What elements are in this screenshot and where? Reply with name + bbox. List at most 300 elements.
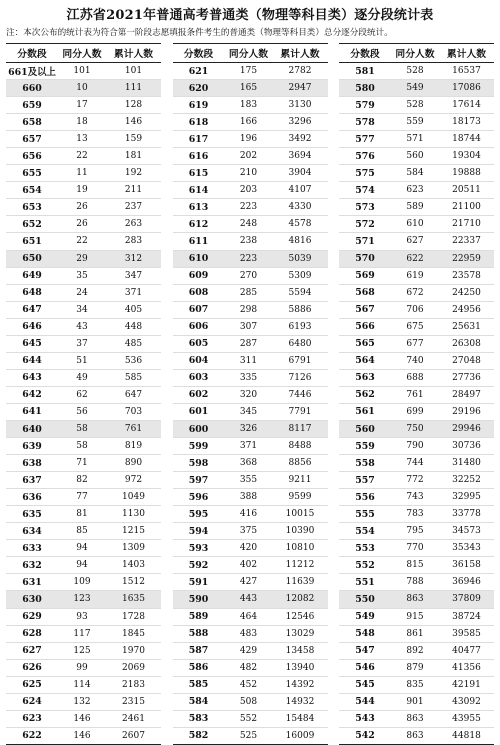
same-count-cell: 795 [391,523,439,540]
cumulative-cell: 30736 [439,438,494,455]
score-cell: 645 [6,335,58,352]
cumulative-cell: 371 [106,284,161,301]
table-row [173,523,328,540]
score-cell: 615 [173,165,225,182]
same-count-cell: 34 [58,301,106,318]
table-row [6,403,161,420]
table-header-row [6,44,161,63]
cumulative-cell: 29946 [439,420,494,437]
same-count-cell: 18 [58,114,106,131]
table-row [339,676,494,693]
score-cell: 658 [6,114,58,131]
table-row [173,284,328,301]
cumulative-cell: 19304 [439,148,494,165]
header-score: 分数段 [339,44,391,63]
same-count-cell: 335 [225,369,273,386]
cumulative-cell: 17614 [439,97,494,114]
header-score: 分数段 [6,44,58,63]
same-count-cell: 81 [58,506,106,523]
score-cell: 607 [173,301,225,318]
same-count-cell: 552 [225,710,273,727]
table-row [6,489,161,506]
same-count-cell: 627 [391,233,439,250]
same-count-cell: 879 [391,659,439,676]
cumulative-cell: 585 [106,369,161,386]
cumulative-cell: 283 [106,233,161,250]
score-cell: 601 [173,403,225,420]
table-row [339,386,494,403]
score-cell: 613 [173,199,225,216]
table-row [339,301,494,318]
table-row [339,114,494,131]
same-count-cell: 835 [391,676,439,693]
score-cell: 591 [173,574,225,591]
same-count-cell: 549 [391,80,439,97]
score-cell: 565 [339,335,391,352]
score-cell: 620 [173,80,225,97]
same-count-cell: 623 [391,182,439,199]
same-count-cell: 345 [225,403,273,420]
score-cell: 636 [6,489,58,506]
table-row [6,608,161,625]
table-row [339,199,494,216]
same-count-cell: 508 [225,693,273,710]
same-count-cell: 285 [225,284,273,301]
cumulative-cell: 36158 [439,557,494,574]
table-row [6,420,161,437]
same-count-cell: 863 [391,710,439,727]
cumulative-cell: 4578 [273,216,328,233]
same-count-cell: 528 [391,63,439,80]
table-row [339,131,494,148]
same-count-cell: 761 [391,386,439,403]
score-cell: 593 [173,540,225,557]
cumulative-cell: 27736 [439,369,494,386]
table-row [6,80,161,97]
cumulative-cell: 6791 [273,352,328,369]
score-cell: 609 [173,267,225,284]
same-count-cell: 706 [391,301,439,318]
table-row [339,369,494,386]
table-row [173,216,328,233]
cumulative-cell: 16009 [273,727,328,744]
table-row [6,523,161,540]
same-count-cell: 743 [391,489,439,506]
header-cumulative: 累计人数 [273,44,328,63]
table-row [339,608,494,625]
cumulative-cell: 32252 [439,472,494,489]
score-cell: 553 [339,540,391,557]
same-count-cell: 371 [225,438,273,455]
same-count-cell: 29 [58,250,106,267]
table-row [173,352,328,369]
same-count-cell: 71 [58,455,106,472]
same-count-cell: 750 [391,420,439,437]
score-cell: 563 [339,369,391,386]
same-count-cell: 416 [225,506,273,523]
cumulative-cell: 24250 [439,284,494,301]
cumulative-cell: 3694 [273,148,328,165]
cumulative-cell: 128 [106,97,161,114]
cumulative-cell: 26308 [439,335,494,352]
score-cell: 656 [6,148,58,165]
same-count-cell: 166 [225,114,273,131]
table-row [173,608,328,625]
cumulative-cell: 2947 [273,80,328,97]
score-cell: 639 [6,438,58,455]
cumulative-cell: 15484 [273,710,328,727]
same-count-cell: 740 [391,352,439,369]
score-cell: 632 [6,557,58,574]
same-count-cell: 311 [225,352,273,369]
same-count-cell: 132 [58,693,106,710]
cumulative-cell: 9211 [273,472,328,489]
table-row [339,233,494,250]
same-count-cell: 482 [225,659,273,676]
cumulative-cell: 2069 [106,659,161,676]
score-cell: 635 [6,506,58,523]
score-cell: 574 [339,182,391,199]
score-cell: 579 [339,97,391,114]
score-cell: 617 [173,131,225,148]
score-cell: 648 [6,284,58,301]
header-score: 分数段 [173,44,225,63]
table-row [6,165,161,182]
cumulative-cell: 3492 [273,131,328,148]
same-count-cell: 203 [225,182,273,199]
cumulative-cell: 181 [106,148,161,165]
same-count-cell: 56 [58,403,106,420]
header-same-count: 同分人数 [391,44,439,63]
cumulative-cell: 12082 [273,591,328,608]
same-count-cell: 51 [58,352,106,369]
score-cell: 606 [173,318,225,335]
table-row [6,642,161,659]
score-cell: 542 [339,727,391,744]
same-count-cell: 298 [225,301,273,318]
table-row [6,182,161,199]
cumulative-cell: 819 [106,438,161,455]
table-note: 注：本次公布的统计表为符合第一阶段志愿填报条件考生的普通类（物理等科目类）总分逐分段统计。 [6,28,393,38]
score-cell: 590 [173,591,225,608]
cumulative-cell: 4107 [273,182,328,199]
same-count-cell: 270 [225,267,273,284]
table-row [339,557,494,574]
score-cell: 652 [6,216,58,233]
same-count-cell: 443 [225,591,273,608]
same-count-cell: 528 [391,97,439,114]
score-cell: 569 [339,267,391,284]
cumulative-cell: 6193 [273,318,328,335]
table-row [6,438,161,455]
score-cell: 640 [6,420,58,437]
table-row [339,148,494,165]
same-count-cell: 402 [225,557,273,574]
same-count-cell: 165 [225,80,273,97]
same-count-cell: 11 [58,165,106,182]
header-cumulative: 累计人数 [106,44,161,63]
score-cell: 567 [339,301,391,318]
score-cell: 587 [173,642,225,659]
score-cell: 638 [6,455,58,472]
cumulative-cell: 17086 [439,80,494,97]
table-row [173,250,328,267]
header-same-count: 同分人数 [225,44,273,63]
cumulative-cell: 1130 [106,506,161,523]
score-cell: 594 [173,523,225,540]
score-cell: 599 [173,438,225,455]
score-cell: 637 [6,472,58,489]
table-row [6,148,161,165]
score-cell: 572 [339,216,391,233]
table-row [173,676,328,693]
table-row [173,625,328,642]
table-row [339,80,494,97]
score-cell: 653 [6,199,58,216]
table-row [339,693,494,710]
table-row [173,574,328,591]
score-cell: 550 [339,591,391,608]
table-row [6,625,161,642]
same-count-cell: 13 [58,131,106,148]
cumulative-cell: 11212 [273,557,328,574]
score-cell: 641 [6,403,58,420]
table-row [339,659,494,676]
table-row [339,165,494,182]
same-count-cell: 427 [225,574,273,591]
same-count-cell: 307 [225,318,273,335]
same-count-cell: 49 [58,369,106,386]
cumulative-cell: 32995 [439,489,494,506]
cumulative-cell: 7791 [273,403,328,420]
same-count-cell: 420 [225,540,273,557]
score-tables [6,43,494,745]
table-row [6,540,161,557]
cumulative-cell: 5309 [273,267,328,284]
table-row [173,403,328,420]
cumulative-cell: 37809 [439,591,494,608]
same-count-cell: 35 [58,267,106,284]
score-cell: 610 [173,250,225,267]
table-row [339,216,494,233]
score-table-2 [173,43,328,745]
page-title: 江苏省2021年普通高考普通类（物理等科目类）逐分段统计表 [66,8,434,23]
table-row [6,386,161,403]
cumulative-cell: 33778 [439,506,494,523]
cumulative-cell: 13458 [273,642,328,659]
score-cell: 544 [339,693,391,710]
same-count-cell: 452 [225,676,273,693]
score-cell: 568 [339,284,391,301]
cumulative-cell: 21710 [439,216,494,233]
score-cell: 570 [339,250,391,267]
cumulative-cell: 12546 [273,608,328,625]
cumulative-cell: 7126 [273,369,328,386]
same-count-cell: 26 [58,216,106,233]
table-row [173,318,328,335]
same-count-cell: 62 [58,386,106,403]
cumulative-cell: 2461 [106,710,161,727]
cumulative-cell: 21100 [439,199,494,216]
same-count-cell: 43 [58,318,106,335]
cumulative-cell: 312 [106,250,161,267]
table-row [173,148,328,165]
table-row [6,301,161,318]
cumulative-cell: 2607 [106,727,161,744]
score-cell: 619 [173,97,225,114]
table-row [339,403,494,420]
score-cell: 646 [6,318,58,335]
cumulative-cell: 10390 [273,523,328,540]
score-cell: 586 [173,659,225,676]
table-row [173,540,328,557]
table-row [6,591,161,608]
same-count-cell: 223 [225,250,273,267]
table-row [339,420,494,437]
same-count-cell: 26 [58,199,106,216]
table-row [173,97,328,114]
score-cell: 600 [173,420,225,437]
score-cell: 582 [173,727,225,744]
cumulative-cell: 1845 [106,625,161,642]
cumulative-cell: 405 [106,301,161,318]
table-header-row [173,44,328,63]
score-cell: 612 [173,216,225,233]
cumulative-cell: 27048 [439,352,494,369]
cumulative-cell: 25631 [439,318,494,335]
same-count-cell: 10 [58,80,106,97]
table-row [339,335,494,352]
same-count-cell: 688 [391,369,439,386]
same-count-cell: 483 [225,625,273,642]
table-row [339,710,494,727]
table-row [339,352,494,369]
score-cell: 629 [6,608,58,625]
table-row [6,352,161,369]
same-count-cell: 210 [225,165,273,182]
table-row [173,557,328,574]
score-cell: 564 [339,352,391,369]
cumulative-cell: 761 [106,420,161,437]
cumulative-cell: 13940 [273,659,328,676]
score-cell: 644 [6,352,58,369]
cumulative-cell: 8117 [273,420,328,437]
score-cell: 596 [173,489,225,506]
same-count-cell: 863 [391,591,439,608]
cumulative-cell: 237 [106,199,161,216]
table-row [6,199,161,216]
score-cell: 556 [339,489,391,506]
score-cell: 573 [339,199,391,216]
same-count-cell: 99 [58,659,106,676]
same-count-cell: 861 [391,625,439,642]
score-cell: 624 [6,693,58,710]
cumulative-cell: 2315 [106,693,161,710]
same-count-cell: 123 [58,591,106,608]
table-row [6,557,161,574]
table-row [173,438,328,455]
same-count-cell: 619 [391,267,439,284]
cumulative-cell: 972 [106,472,161,489]
score-cell: 655 [6,165,58,182]
same-count-cell: 915 [391,608,439,625]
same-count-cell: 525 [225,727,273,744]
table-row [173,472,328,489]
same-count-cell: 559 [391,114,439,131]
cumulative-cell: 4330 [273,199,328,216]
score-cell: 581 [339,63,391,80]
same-count-cell: 125 [58,642,106,659]
table-row [173,114,328,131]
score-cell: 627 [6,642,58,659]
score-cell: 660 [6,80,58,97]
cumulative-cell: 647 [106,386,161,403]
cumulative-cell: 3296 [273,114,328,131]
table-row [339,489,494,506]
cumulative-cell: 41356 [439,659,494,676]
same-count-cell: 22 [58,148,106,165]
score-cell: 602 [173,386,225,403]
score-cell: 557 [339,472,391,489]
table-row [339,472,494,489]
cumulative-cell: 38724 [439,608,494,625]
table-row [339,642,494,659]
table-row [339,284,494,301]
score-cell: 558 [339,455,391,472]
same-count-cell: 93 [58,608,106,625]
score-cell: 604 [173,352,225,369]
table-row [6,574,161,591]
score-cell: 549 [339,608,391,625]
score-cell: 643 [6,369,58,386]
same-count-cell: 744 [391,455,439,472]
cumulative-cell: 13029 [273,625,328,642]
same-count-cell: 146 [58,727,106,744]
cumulative-cell: 9599 [273,489,328,506]
score-table-1 [6,43,161,745]
table-row [173,131,328,148]
score-cell: 571 [339,233,391,250]
cumulative-cell: 703 [106,403,161,420]
score-cell: 575 [339,165,391,182]
table-row [6,455,161,472]
table-row [173,335,328,352]
cumulative-cell: 24956 [439,301,494,318]
table-row [339,438,494,455]
score-cell: 650 [6,250,58,267]
same-count-cell: 788 [391,574,439,591]
table-row [339,182,494,199]
cumulative-cell: 18744 [439,131,494,148]
same-count-cell: 109 [58,574,106,591]
table-row [6,318,161,335]
table-row [6,506,161,523]
same-count-cell: 37 [58,335,106,352]
cumulative-cell: 20511 [439,182,494,199]
header-same-count: 同分人数 [58,44,106,63]
cumulative-cell: 40477 [439,642,494,659]
table-row [339,318,494,335]
score-cell: 621 [173,63,225,80]
cumulative-cell: 448 [106,318,161,335]
same-count-cell: 355 [225,472,273,489]
cumulative-cell: 14392 [273,676,328,693]
table-row [173,659,328,676]
table-row [6,693,161,710]
cumulative-cell: 39585 [439,625,494,642]
cumulative-cell: 43092 [439,693,494,710]
same-count-cell: 677 [391,335,439,352]
